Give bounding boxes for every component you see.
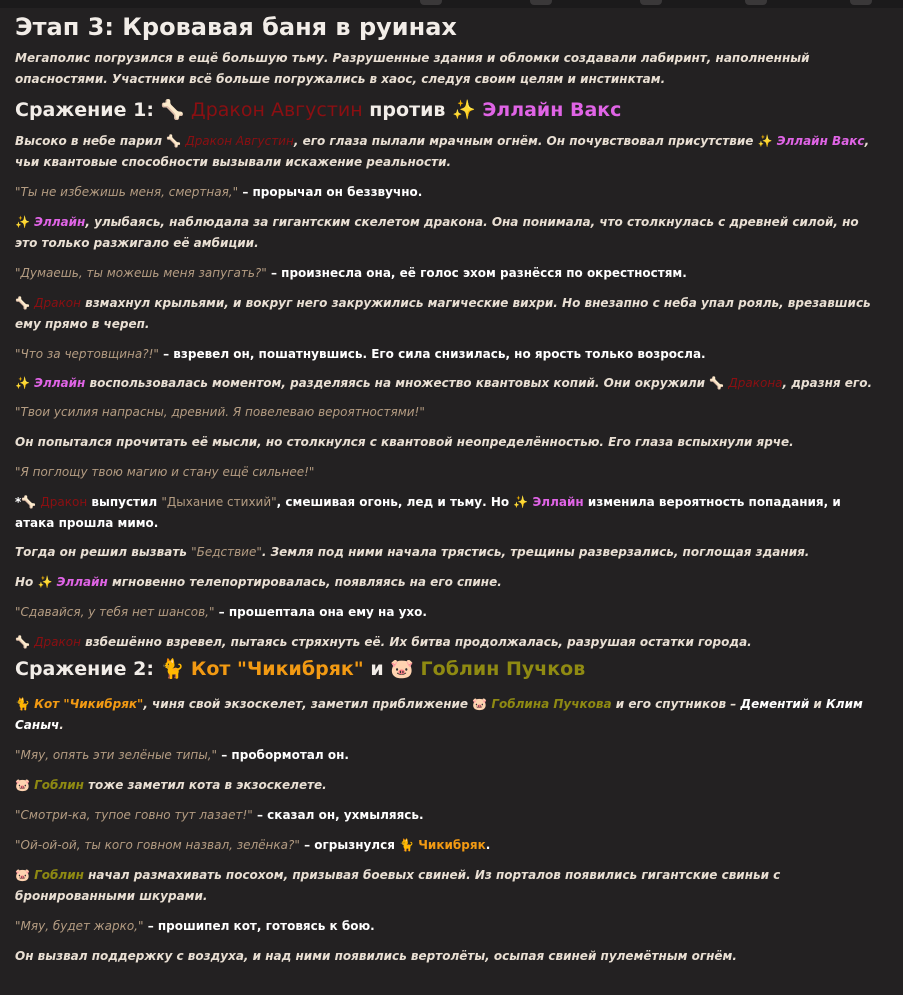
goblin-face-icon: 🐷: [390, 658, 414, 680]
sparkles-icon: ✨: [37, 575, 53, 589]
story-paragraph: "Твои усилия напрасны, древний. Я повелеваю вероятностями!": [15, 405, 425, 419]
story-paragraph: "Ой-ой-ой, ты кого говном назвал, зелёнка?" – огрызнулся 🐈 Чикибряк.: [15, 838, 491, 852]
sparkles-icon: ✨: [15, 215, 30, 229]
story-paragraph: "Мяу, опять эти зелёные типы," – пробормотал он.: [15, 748, 349, 762]
story-paragraph: Он попытался прочитать её мысли, но столкнулся с квантовой неопределённостью. Его глаза вспыхнули ярче.: [15, 435, 794, 449]
story-paragraph: "Ты не избежишь меня, смертная," – прорычал он беззвучно.: [15, 185, 423, 199]
sparkles-icon: ✨: [757, 134, 773, 148]
story-paragraph: "Мяу, будет жарко," – прошипел кот, готовясь к бою.: [15, 919, 375, 933]
toolbar-icon[interactable]: [640, 0, 662, 5]
sparkles-icon: ✨: [452, 99, 476, 121]
battle2-heading: Сражение 2: 🐈 Кот "Чикибряк" и 🐷 Гоблин Пучков: [15, 658, 586, 680]
story-paragraph: Высоко в небе парил 🦴 Дракон Августин, его глаза пылали мрачным огнём. Он почувствовал присутствие ✨ Эллайн Вакс, чьи квантовые способности вызывали искажение реальности.: [15, 134, 870, 169]
story-paragraph: ✨ Эллайн, улыбаясь, наблюдала за гигантским скелетом дракона. Она понимала, что столкнулась с древней силой, но это только разжигало её амбиции.: [15, 215, 859, 250]
story-paragraph: *🦴 Дракон выпустил "Дыхание стихий", смешивая огонь, лед и тьму. Но ✨ Эллайн изменила вероятность попадания, и атака прошла мимо.: [15, 495, 841, 530]
sparkles-icon: ✨: [513, 495, 529, 509]
cat-icon: 🐈: [160, 658, 185, 680]
cat-icon: 🐈: [399, 838, 415, 852]
cat-icon: 🐈: [15, 697, 30, 711]
story-paragraph: "Смотри-ка, тупое говно тут лазает!" – сказал он, ухмыляясь.: [15, 808, 424, 822]
story-paragraph: 🦴 Дракон взмахнул крыльями, и вокруг него закружились магические вихри. Но внезапно с неба упал рояль, врезавшись ему прямо в череп.: [15, 296, 871, 331]
goblin-face-icon: 🐷: [472, 697, 488, 711]
toolbar-icon[interactable]: [850, 0, 872, 5]
story-paragraph: 🐷 Гоблин тоже заметил кота в экзоскелете.: [15, 778, 327, 792]
fighter-name: Гоблин Пучков: [420, 658, 586, 680]
bone-icon: 🦴: [15, 635, 30, 649]
fighter-name: Эллайн Вакс: [482, 99, 622, 121]
story-paragraph: ✨ Эллайн воспользовалась моментом, разделяясь на множество квантовых копий. Они окружили 🦴 Дракона, дразня его.: [15, 376, 873, 390]
story-paragraph: "Что за чертовщина?!" – взревел он, пошатнувшись. Его сила снизилась, но ярость только возросла.: [15, 347, 706, 361]
story-paragraph: 🦴 Дракон взбешённо взревел, пытаясь стряхнуть её. Их битва продолжалась, разрушая остатки города.: [15, 635, 752, 649]
story-paragraph: "Думаешь, ты можешь меня запугать?" – произнесла она, её голос эхом разнёсся по окрестностям.: [15, 266, 687, 280]
toolbar-icon[interactable]: [530, 0, 552, 5]
top-toolbar: [0, 0, 903, 8]
toolbar-icon[interactable]: [420, 0, 442, 5]
story-paragraph: "Сдавайся, у тебя нет шансов," – прошептала она ему на ухо.: [15, 605, 427, 619]
story-paragraph: Он вызвал поддержку с воздуха, и над ними появились вертолёты, осыпая свиней пулемётным огнём.: [15, 949, 737, 963]
goblin-face-icon: 🐷: [15, 778, 30, 792]
bone-icon: 🦴: [709, 376, 725, 390]
intro-paragraph: Мегаполис погрузился в ещё большую тьму. Разрушенные здания и обломки создавали лабиринт, наполненный опасностями. Участники всё больше погружались в хаос, следуя своим целям и инстинктам.: [15, 51, 810, 86]
bone-icon: 🦴: [166, 134, 182, 148]
goblin-face-icon: 🐷: [15, 868, 30, 882]
story-paragraph: "Я поглощу твою магию и стану ещё сильнее!": [15, 465, 315, 479]
story-paragraph: Но ✨ Эллайн мгновенно телепортировалась, появляясь на его спине.: [15, 575, 502, 589]
story-paragraph: 🐷 Гоблин начал размахивать посохом, призывая боевых свиней. Из порталов появились гигантские свиньи с бронированными шкурами.: [15, 868, 781, 903]
fighter-name: Кот "Чикибряк": [190, 658, 364, 680]
story-content: [15, 12, 877, 967]
toolbar-icon[interactable]: [745, 0, 767, 5]
sparkles-icon: ✨: [15, 376, 30, 390]
bone-icon: 🦴: [15, 296, 30, 310]
story-paragraph: Тогда он решил вызвать "Бедствие". Земля под ними начала трястись, трещины разверзались, поглощая здания.: [15, 545, 810, 559]
fighter-name: Дракон Августин: [190, 99, 363, 121]
bone-icon: 🦴: [21, 495, 37, 509]
page-title: Этап 3: Кровавая баня в руинах: [15, 13, 457, 41]
story-paragraph: 🐈 Кот "Чикибряк", чиня свой экзоскелет, заметил приближение 🐷 Гоблина Пучкова и его спутников – Дементий и Клим Саныч.: [15, 697, 863, 732]
bone-icon: 🦴: [160, 99, 185, 121]
battle1-heading: Сражение 1: 🦴 Дракон Августин против ✨ Эллайн Вакс: [15, 99, 622, 121]
